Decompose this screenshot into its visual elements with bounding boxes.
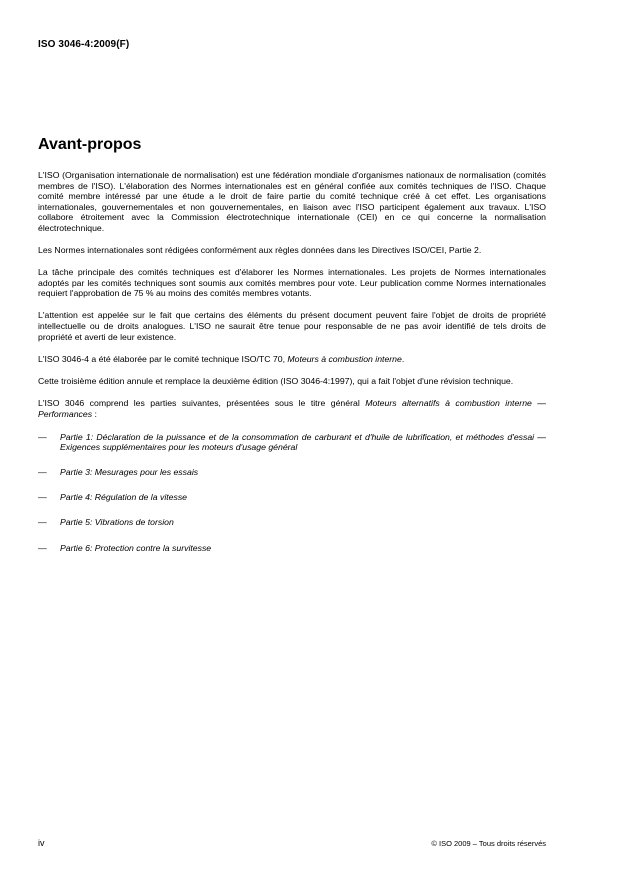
paragraph-parts-intro: [38, 398, 546, 419]
list-item: [38, 467, 546, 478]
copyright-notice: © ISO 2009 – Tous droits réservés: [431, 839, 546, 848]
list-dash: —: [38, 467, 47, 478]
paragraph-directives: Les Normes internationales sont rédigées conformément aux règles données dans les Directives ISO/CEI, Partie 2.: [38, 245, 482, 256]
list-item-text: Partie 3: Mesurages pour les essais: [60, 467, 199, 478]
list-dash: —: [38, 431, 47, 442]
list-item: [38, 492, 546, 503]
list-dash: —: [38, 517, 47, 528]
foreword-section: [38, 136, 546, 568]
parts-list: [38, 432, 546, 554]
list-item-text: Partie 6: Protection contre la survitesse: [60, 542, 212, 553]
prepared-by-text: L'ISO 3046-4 a été élaborée par le comité technique ISO/TC 70,: [38, 353, 288, 364]
parts-intro-text: L'ISO 3046 comprend les parties suivantes, présentées sous le titre général: [38, 397, 366, 408]
page-title: Avant-propos: [38, 136, 142, 153]
list-item-text: Partie 1: Déclaration de la puissance et de la consommation de carburant et d'huile de lubrification, et méthodes d'essai — Exigences supplémentaires pour les moteurs d'usage général: [60, 431, 546, 453]
paragraph-patent-rights: L'attention est appelée sur le fait que certains des éléments du présent document peuvent faire l'objet de droits de propriété intellectuelle ou de droits analogues. L'ISO ne saurait être tenue pour responsable de ne pas avoir identifié de tels droits de propriété et averti de leur existence.: [38, 310, 546, 342]
general-title: Moteurs alternatifs à combustion interne — Performances: [38, 397, 546, 419]
list-dash: —: [38, 492, 47, 503]
committee-title: Moteurs à combustion interne: [287, 353, 402, 364]
list-item: [38, 543, 546, 554]
list-item: [38, 432, 546, 453]
list-item-text: Partie 4: Régulation de la vitesse: [60, 492, 188, 503]
document-id: ISO 3046-4:2009(F): [38, 39, 130, 50]
prepared-by-end: .: [401, 353, 405, 364]
paragraph-iso-intro: L'ISO (Organisation internationale de normalisation) est une fédération mondiale d'organismes nationaux de normalisation (comités membres de l'ISO). L'élaboration des Normes internationales est en général confiée aux comités techniques de l'ISO. Chaque comité membre intéressé par une étude a le droit de faire partie du comité technique créé à cet effet. Les organisations internationales, gouvernementales et non gouvernementales, en liaison avec l'ISO participent également aux travaux. L'ISO collabore étroitement avec la Commission électrotechnique internationale (CEI) en ce qui concerne la normalisation électrotechnique.: [38, 170, 546, 233]
paragraph-edition: Cette troisième édition annule et remplace la deuxième édition (ISO 3046-4:1997), qui a fait l'objet d'une révision technique.: [38, 375, 514, 386]
parts-intro-end: :: [92, 408, 97, 419]
paragraph-prepared-by: [38, 354, 546, 365]
list-item-text: Partie 5: Vibrations de torsion: [60, 517, 174, 528]
paragraph-technical-committees: La tâche principale des comités techniques est d'élaborer les Normes internationales. Les projets de Normes internationales adoptés par les comités techniques sont soumis aux comités membres pour vote. Leur publication comme Normes internationales requiert l'approbation de 75 % au moins des comités membres votants.: [38, 267, 546, 299]
list-dash: —: [38, 542, 47, 553]
page-number: iv: [38, 838, 45, 848]
list-item: [38, 517, 546, 528]
